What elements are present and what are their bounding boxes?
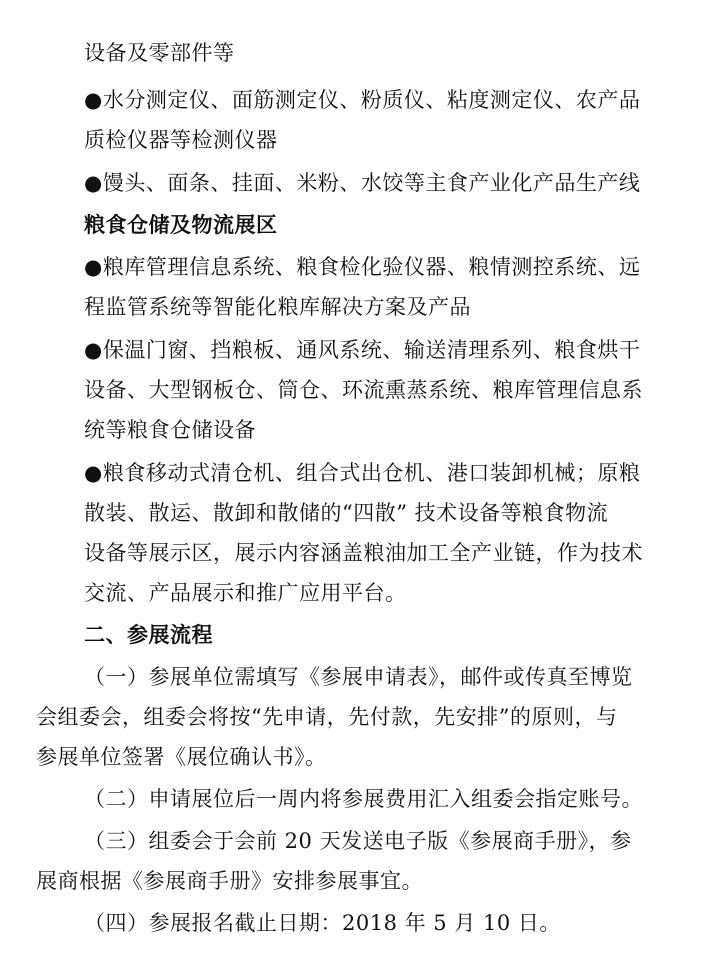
section-heading-process: 二、参展流程 (84, 623, 213, 647)
paragraph-step-4: （四）参展报名截止日期：2018 年 5 月 10 日。 (84, 911, 561, 935)
text-line-9: 设备、大型钢板仓、筒仓、环流熏蒸系统、粮库管理信息系 (84, 378, 643, 402)
text-line-21: 展商根据《参展商手册》安排参展事宜。 (36, 869, 423, 893)
bullet-line-logistics: ●粮食移动式清仓机、组合式出仓机、港口装卸机械；原粮 (84, 461, 641, 485)
text-line-7: 程监管系统等智能化粮库解决方案及产品 (84, 295, 471, 319)
text-line-12: 散装、散运、散卸和散储的“四散” 技术设备等粮食物流 (84, 501, 609, 525)
section-heading-storage: 粮食仓储及物流展区 (84, 213, 278, 237)
text-line-13: 设备等展示区，展示内容涵盖粮油加工全产业链，作为技术 (84, 541, 643, 565)
text-line-14: 交流、产品展示和推广应用平台。 (84, 581, 407, 605)
paragraph-step-3: （三）组委会于会前 20 天发送电子版《参展商手册》，参 (84, 829, 632, 853)
text-line-3: 质检仪器等检测仪器 (84, 128, 278, 152)
bullet-line-instruments: ●水分测定仪、面筋测定仪、粉质仪、粘度测定仪、农产品 (84, 88, 641, 112)
bullet-line-storage-equipment: ●保温门窗、挡粮板、通风系统、输送清理系列、粮食烘干 (84, 338, 641, 362)
text-line-17: 会组委会，组委会将按“先申请，先付款，先安排”的原则，与 (36, 705, 618, 729)
paragraph-step-2: （二）申请展位后一周内将参展费用汇入组委会指定账号。 (84, 787, 643, 811)
paragraph-step-1: （一）参展单位需填写《参展申请表》，邮件或传真至博览 (84, 665, 633, 689)
bullet-line-granary-system: ●粮库管理信息系统、粮食检化验仪器、粮情测控系统、远 (84, 255, 641, 279)
text-line-10: 统等粮食仓储设备 (84, 418, 256, 442)
text-line-18: 参展单位签署《展位确认书》。 (36, 745, 327, 769)
bullet-line-staple-food: ●馒头、面条、挂面、米粉、水饺等主食产业化产品生产线 (84, 171, 641, 195)
text-line-1: 设备及零部件等 (84, 41, 235, 65)
